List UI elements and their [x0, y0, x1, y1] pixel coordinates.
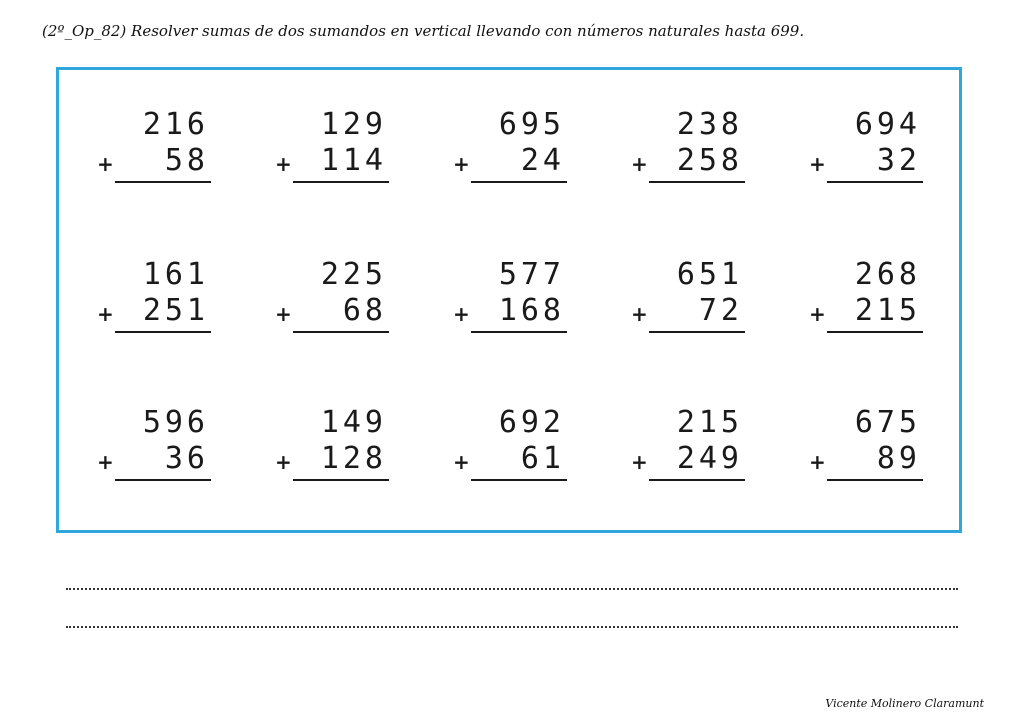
addend-top: 129 — [320, 107, 387, 142]
sum-line — [827, 181, 923, 183]
addition-problem — [275, 108, 395, 188]
addition-problem — [97, 108, 217, 188]
addend-top: 651 — [676, 257, 743, 292]
plus-sign: + — [631, 450, 648, 474]
addition-problem — [809, 108, 929, 188]
sum-line — [471, 331, 567, 333]
addend-bottom: 36 — [164, 441, 209, 476]
addend-bottom: 168 — [498, 293, 565, 328]
answer-dotted-line-2 — [66, 626, 958, 628]
addition-problem — [809, 406, 929, 486]
plus-sign: + — [631, 152, 648, 176]
plus-sign: + — [97, 450, 114, 474]
plus-sign: + — [809, 302, 826, 326]
addition-problem — [453, 108, 573, 188]
answer-dotted-line-1 — [66, 588, 958, 590]
addition-problem — [631, 108, 751, 188]
plus-sign: + — [453, 152, 470, 176]
addition-problem — [97, 406, 217, 486]
addend-top: 577 — [498, 257, 565, 292]
worksheet-title: (2º_Op_82) Resolver sumas de dos sumandos en vertical llevando con números naturales hasta 699. — [42, 22, 805, 40]
plus-sign: + — [275, 152, 292, 176]
addition-problem — [275, 258, 395, 338]
sum-line — [827, 331, 923, 333]
addend-bottom: 89 — [876, 441, 921, 476]
exercise-frame — [56, 67, 962, 533]
sum-line — [115, 181, 211, 183]
sum-line — [293, 331, 389, 333]
sum-line — [649, 331, 745, 333]
plus-sign: + — [275, 450, 292, 474]
addend-top: 161 — [142, 257, 209, 292]
plus-sign: + — [453, 450, 470, 474]
addend-bottom: 68 — [342, 293, 387, 328]
addend-bottom: 32 — [876, 143, 921, 178]
plus-sign: + — [97, 152, 114, 176]
addition-problem — [631, 258, 751, 338]
sum-line — [471, 181, 567, 183]
addend-top: 268 — [854, 257, 921, 292]
addend-bottom: 251 — [142, 293, 209, 328]
addend-bottom: 258 — [676, 143, 743, 178]
sum-line — [115, 479, 211, 481]
addend-top: 692 — [498, 405, 565, 440]
addend-top: 238 — [676, 107, 743, 142]
addition-problem — [453, 258, 573, 338]
addend-top: 596 — [142, 405, 209, 440]
addition-problem — [809, 258, 929, 338]
addend-bottom: 128 — [320, 441, 387, 476]
addend-top: 149 — [320, 405, 387, 440]
addend-bottom: 114 — [320, 143, 387, 178]
addition-problem — [453, 406, 573, 486]
addend-top: 675 — [854, 405, 921, 440]
author-credit: Vicente Molinero Claramunt — [825, 697, 984, 710]
addition-problem — [631, 406, 751, 486]
sum-line — [293, 181, 389, 183]
sum-line — [115, 331, 211, 333]
sum-line — [471, 479, 567, 481]
addend-top: 694 — [854, 107, 921, 142]
sum-line — [827, 479, 923, 481]
addend-top: 695 — [498, 107, 565, 142]
addend-bottom: 72 — [698, 293, 743, 328]
addend-top: 216 — [142, 107, 209, 142]
sum-line — [293, 479, 389, 481]
addend-bottom: 58 — [164, 143, 209, 178]
addend-bottom: 24 — [520, 143, 565, 178]
plus-sign: + — [809, 152, 826, 176]
plus-sign: + — [275, 302, 292, 326]
addend-bottom: 215 — [854, 293, 921, 328]
plus-sign: + — [453, 302, 470, 326]
sum-line — [649, 181, 745, 183]
addition-problem — [275, 406, 395, 486]
plus-sign: + — [631, 302, 648, 326]
addend-top: 225 — [320, 257, 387, 292]
addend-top: 215 — [676, 405, 743, 440]
plus-sign: + — [809, 450, 826, 474]
plus-sign: + — [97, 302, 114, 326]
addition-problem — [97, 258, 217, 338]
addend-bottom: 249 — [676, 441, 743, 476]
sum-line — [649, 479, 745, 481]
addend-bottom: 61 — [520, 441, 565, 476]
